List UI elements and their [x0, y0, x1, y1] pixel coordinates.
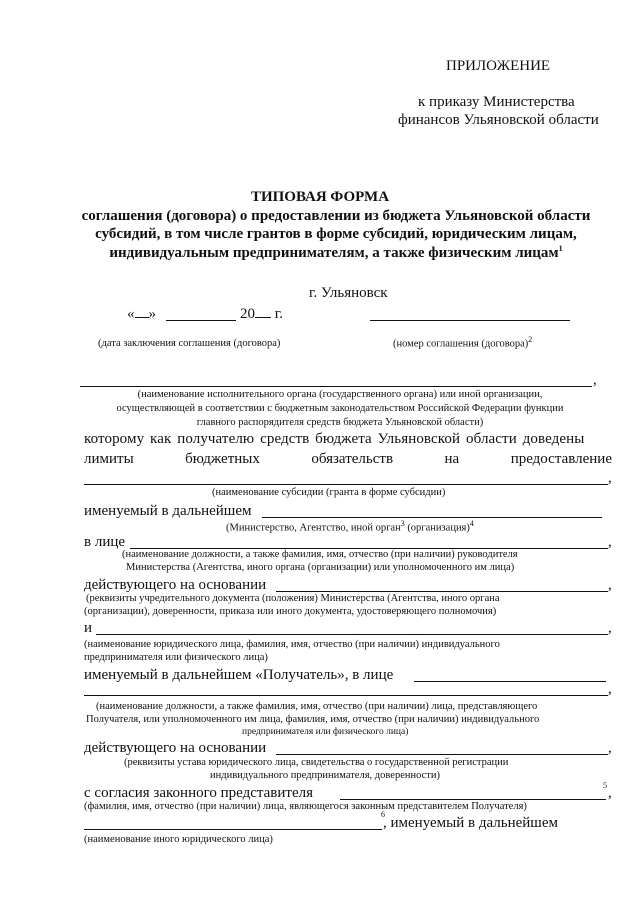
form-title: ТИПОВАЯ ФОРМА [250, 189, 390, 205]
footnote-1: 1 [558, 244, 563, 253]
caption-position-1: (наименование должности, а также фамилия, имя, отчество (при наличии) руководителя [122, 549, 518, 560]
organ-name-field[interactable] [80, 386, 592, 387]
order-line-2: финансов Ульяновской области [398, 112, 599, 128]
caption-organ-1: (наименование исполнительного органа (государственного органа) или иной организации, [137, 389, 543, 400]
acting-basis-field[interactable] [276, 591, 608, 592]
charter-field[interactable] [276, 754, 608, 755]
recipient-line-1: которому как получателю средств бюджета Ульяновской области доведены [84, 431, 585, 447]
recipient-person-field-2[interactable] [84, 695, 608, 696]
caption-basis-2: (организации), доверенности, приказа или иного документа, удостоверяющего полномочия) [84, 606, 497, 617]
caption-rep: (фамилия, имя, отчество (при наличии) лица, являющегося законным представителем Получателя) [84, 801, 527, 812]
date-year-field[interactable]: 20 г. [240, 306, 283, 322]
city: г. Ульяновск [309, 285, 388, 301]
caption-basis-1: (реквизиты учредительного документа (положения) Министерства (Агентства, иного органа [86, 593, 500, 604]
acting-basis-label: действующего на основании [84, 577, 267, 593]
caption-recipient-1: (наименование должности, а также фамилия, имя, отчество (при наличии) лица, представляющего [96, 701, 538, 712]
form-subtitle-2: субсидий, в том числе грантов в форме субсидий, юридическим лицам, [95, 226, 577, 242]
date-month-field[interactable] [166, 320, 236, 321]
agreement-number-field[interactable] [370, 320, 570, 321]
hereinafter-label: именуемый в дальнейшем [84, 503, 252, 519]
recipient-person-field[interactable] [414, 681, 606, 682]
form-subtitle-1: соглашения (договора) о предоставлении из бюджета Ульяновской области [81, 208, 591, 224]
hereinafter-field[interactable] [262, 517, 602, 518]
hereinafter-tail: , именуемый в дальнейшем [383, 815, 559, 831]
caption-ministry: (Министерство, Агентство, иной орган$^3$ (организация)$^4$ [226, 519, 474, 534]
caption-position-2: Министерства (Агентства, иного органа (организации) или уполномоченного им лица) [126, 562, 515, 573]
appendix-label: ПРИЛОЖЕНИЕ [446, 58, 551, 74]
caption-organ-2: осуществляющей в соответствии с бюджетным законодательством Российской Федерации функции [116, 403, 564, 414]
in-person-label: в лице [84, 534, 126, 550]
caption-charter-2: индивидуального предпринимателя, доверенности) [210, 770, 440, 781]
caption-recipient-3: предпринимателя или физического лица) [242, 727, 409, 737]
caption-legal-1: (наименование юридического лица, фамилия, имя, отчество (при наличии) индивидуального [84, 639, 500, 650]
caption-legal-2: предпринимателя или физического лица) [84, 652, 268, 663]
hereinafter-recipient-label: именуемый в дальнейшем «Получатель», в лице [84, 667, 394, 683]
legal-entity-field[interactable] [96, 634, 608, 635]
caption-organ-3: главного распорядителя средств бюджета Ульяновской области) [196, 417, 484, 428]
caption-other: (наименование иного юридического лица) [84, 834, 273, 845]
caption-number: (номер соглашения (договора)$^2$ [393, 335, 533, 350]
caption-recipient-2: Получателя, или уполномоченного им лица, фамилия, имя, отчество (при наличии) индивидуального [86, 714, 540, 725]
legal-rep-field[interactable] [340, 799, 606, 800]
caption-date: (дата заключения соглашения (договора) [98, 338, 281, 349]
acting-basis-label-2: действующего на основании [84, 740, 267, 756]
order-line-1: к приказу Министерства [418, 94, 575, 110]
subsidy-name-field[interactable] [84, 484, 608, 485]
form-subtitle-3: индивидуальным предпринимателям, а также физическим лицам$^1$ [109, 244, 563, 261]
footnote-6: 6 [381, 810, 385, 819]
and-label: и [84, 620, 93, 636]
other-legal-field[interactable] [84, 829, 382, 830]
consent-label: с согласия законного представителя [84, 785, 314, 801]
date-day-field[interactable]: « » [127, 306, 156, 322]
caption-subsidy: (наименование субсидии (гранта в форме субсидии) [212, 487, 446, 498]
caption-charter-1: (реквизиты устава юридического лица, свидетельства о государственной регистрации [124, 757, 509, 768]
footnote-5: 5 [603, 781, 607, 790]
recipient-line-2: лимиты бюджетных обязательств на предоставление [84, 451, 612, 467]
